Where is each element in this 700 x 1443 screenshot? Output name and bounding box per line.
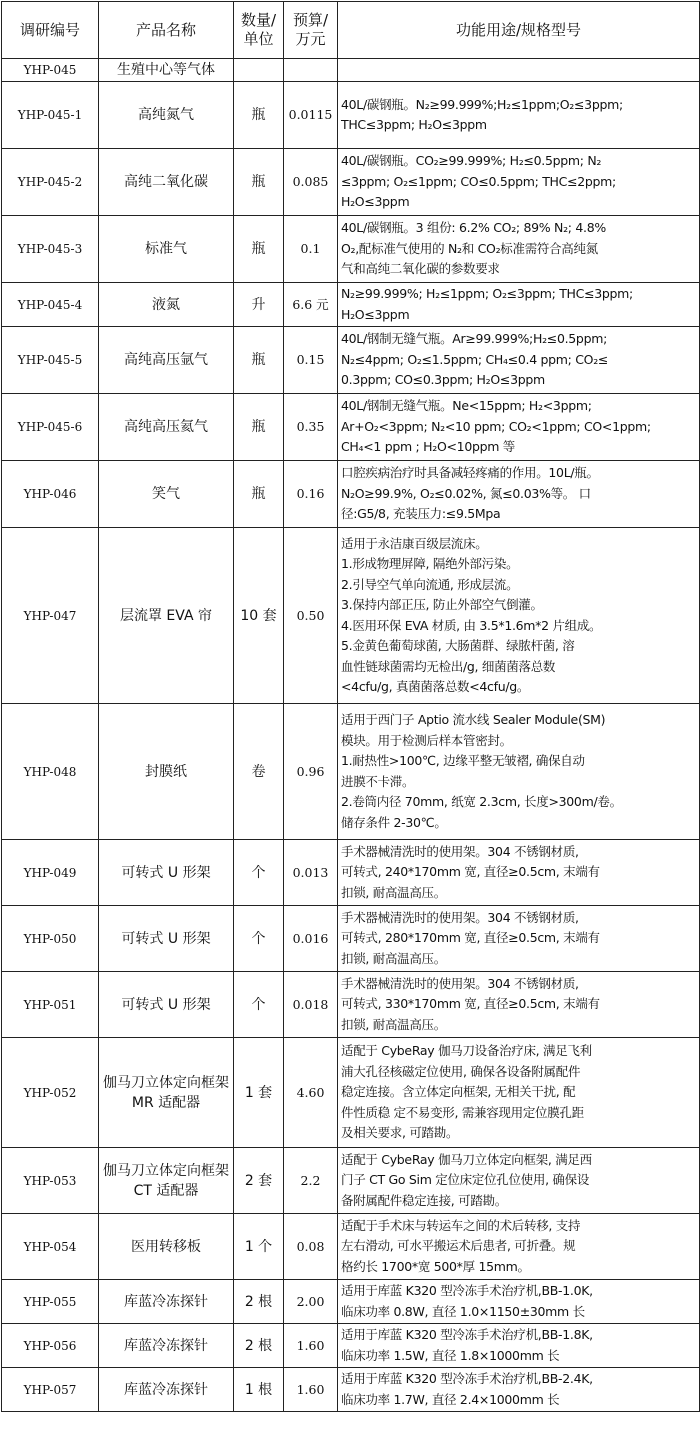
cell-desc: 适配于 CybeRay 伽马刀立体定向框架, 满足西 门子 CT Go Sim 定位床定位孔位使用, 确保设 备附属配件稳定连接, 可踏勘。 <box>338 1148 700 1214</box>
cell-desc: 40L/碳钢瓶。N₂≥99.999%;H₂≤1ppm;O₂≤3ppm; THC≤3ppm; H₂O≤3ppm <box>338 82 700 149</box>
cell-id: YHP-045 <box>2 59 99 82</box>
table-row <box>2 1324 700 1368</box>
table-row <box>2 283 700 327</box>
cell-name: 高纯二氧化碳 <box>99 149 234 216</box>
cell-unit: 2 套 <box>234 1148 284 1214</box>
cell-name: 伽马刀立体定向框架 MR 适配器 <box>99 1038 234 1148</box>
cell-unit: 个 <box>234 906 284 972</box>
cell-id: YHP-045-1 <box>2 82 99 149</box>
table-row <box>2 840 700 906</box>
cell-desc: 适用于库蓝 K320 型冷冻手术治疗机,BB-1.8K, 临床功率 1.5W, 直径 1.8×1000mm 长 <box>338 1324 700 1368</box>
cell-desc: N₂≥99.999%; H₂≤1ppm; O₂≤3ppm; THC≤3ppm; H₂O≤3ppm <box>338 283 700 327</box>
cell-unit: 瓶 <box>234 216 284 283</box>
cell-name: 封膜纸 <box>99 704 234 840</box>
cell-name: 库蓝冷冻探针 <box>99 1324 234 1368</box>
cell-unit: 2 根 <box>234 1324 284 1368</box>
cell-desc: 手术器械清洗时的使用架。304 不锈钢材质, 可转式, 330*170mm 宽, 直径≥0.5cm, 末端有 扣锁, 耐高温高压。 <box>338 972 700 1038</box>
cell-budget: 2.2 <box>284 1148 338 1214</box>
cell-name: 标准气 <box>99 216 234 283</box>
table-row <box>2 82 700 149</box>
cell-budget: 0.085 <box>284 149 338 216</box>
cell-desc: 手术器械清洗时的使用架。304 不锈钢材质, 可转式, 280*170mm 宽, 直径≥0.5cm, 末端有 扣锁, 耐高温高压。 <box>338 906 700 972</box>
cell-name: 高纯高压氩气 <box>99 327 234 394</box>
cell-desc: 适配于 CybeRay 伽马刀设备治疗床, 满足飞利 浦大孔径核磁定位使用, 确保各设备附属配件 稳定连接。含立体定向框架, 无相关干扰, 配 件性质稳 定不易变形, 需兼容现用定位膜孔距 及相关要求, 可踏勘。 <box>338 1038 700 1148</box>
cell-id: YHP-045-3 <box>2 216 99 283</box>
header-name: 产品名称 <box>99 2 234 59</box>
table-row <box>2 1280 700 1324</box>
cell-budget: 4.60 <box>284 1038 338 1148</box>
cell-id: YHP-052 <box>2 1038 99 1148</box>
cell-unit: 1 根 <box>234 1368 284 1412</box>
cell-id: YHP-045-6 <box>2 394 99 461</box>
cell-unit: 2 根 <box>234 1280 284 1324</box>
cell-unit: 瓶 <box>234 394 284 461</box>
cell-id: YHP-045-2 <box>2 149 99 216</box>
cell-budget <box>284 59 338 82</box>
cell-budget: 0.16 <box>284 461 338 528</box>
cell-desc: 适用于库蓝 K320 型冷冻手术治疗机,BB-2.4K, 临床功率 1.7W, 直径 2.4×1000mm 长 <box>338 1368 700 1412</box>
cell-unit: 卷 <box>234 704 284 840</box>
cell-id: YHP-048 <box>2 704 99 840</box>
cell-budget: 0.018 <box>284 972 338 1038</box>
cell-desc: 适用于库蓝 K320 型冷冻手术治疗机,BB-1.0K, 临床功率 0.8W, 直径 1.0×1150±30mm 长 <box>338 1280 700 1324</box>
cell-budget: 0.0115 <box>284 82 338 149</box>
cell-desc: 适用于西门子 Aptio 流水线 Sealer Module(SM) 模块。用于检测后样本管密封。 1.耐热性>100℃, 边缘平整无皱褶, 确保自动 进膜不卡滞。 2.卷筒内径 70mm, 纸宽 2.3cm, 长度>300m/卷。 储存条件 2-30℃。 <box>338 704 700 840</box>
cell-unit: 个 <box>234 972 284 1038</box>
cell-unit: 10 套 <box>234 528 284 704</box>
table-row <box>2 972 700 1038</box>
cell-desc: 40L/碳钢瓶。CO₂≥99.999%; H₂≤0.5ppm; N₂ ≤3ppm; O₂≤1ppm; CO≤0.5ppm; THC≤2ppm; H₂O≤3ppm <box>338 149 700 216</box>
cell-name: 笑气 <box>99 461 234 528</box>
header-row <box>2 2 700 59</box>
cell-name: 伽马刀立体定向框架 CT 适配器 <box>99 1148 234 1214</box>
cell-unit: 瓶 <box>234 327 284 394</box>
cell-id: YHP-055 <box>2 1280 99 1324</box>
cell-id: YHP-047 <box>2 528 99 704</box>
cell-id: YHP-051 <box>2 972 99 1038</box>
table-row <box>2 1214 700 1280</box>
cell-id: YHP-045-5 <box>2 327 99 394</box>
cell-name: 可转式 U 形架 <box>99 840 234 906</box>
cell-id: YHP-054 <box>2 1214 99 1280</box>
table-row <box>2 59 700 82</box>
cell-desc <box>338 59 700 82</box>
table-row <box>2 216 700 283</box>
cell-desc: 口腔疾病治疗时具备减轻疼痛的作用。10L/瓶。 N₂O≥99.9%, O₂≤0.02%, 氮≤0.03%等。 口 径:G5/8, 充装压力:≤9.5Mpa <box>338 461 700 528</box>
header-id: 调研编号 <box>2 2 99 59</box>
table-row <box>2 528 700 704</box>
cell-name: 层流罩 EVA 帘 <box>99 528 234 704</box>
cell-budget: 6.6 元 <box>284 283 338 327</box>
cell-budget: 0.08 <box>284 1214 338 1280</box>
cell-budget: 0.013 <box>284 840 338 906</box>
cell-id: YHP-050 <box>2 906 99 972</box>
cell-unit: 升 <box>234 283 284 327</box>
cell-budget: 0.50 <box>284 528 338 704</box>
table-row <box>2 704 700 840</box>
cell-id: YHP-053 <box>2 1148 99 1214</box>
cell-unit: 瓶 <box>234 82 284 149</box>
cell-budget: 0.96 <box>284 704 338 840</box>
table-row <box>2 149 700 216</box>
header-qty: 数量/ 单位 <box>234 2 284 59</box>
table-row <box>2 394 700 461</box>
table-row <box>2 906 700 972</box>
cell-budget: 0.35 <box>284 394 338 461</box>
cell-name: 液氮 <box>99 283 234 327</box>
cell-budget: 0.1 <box>284 216 338 283</box>
cell-desc: 40L/钢制无缝气瓶。Ar≥99.999%;H₂≤0.5ppm; N₂≤4ppm; O₂≤1.5ppm; CH₄≤0.4 ppm; CO₂≤ 0.3ppm; CO≤0.3ppm; H₂O≤3ppm <box>338 327 700 394</box>
cell-desc: 适用于永洁康百级层流床。 1.形成物理屏障, 隔绝外部污染。 2.引导空气单向流通, 形成层流。 3.保持内部正压, 防止外部空气倒灌。 4.医用环保 EVA 材质, 由 3.5*1.6m*2 片组成。 5.金黄色葡萄球菌, 大肠菌群、绿脓杆菌, 溶 血性链球菌需均无检出/g, 细菌菌落总数 <4cfu/g, 真菌菌落总数<4cfu/g。 <box>338 528 700 704</box>
cell-budget: 1.60 <box>284 1324 338 1368</box>
cell-id: YHP-049 <box>2 840 99 906</box>
cell-id: YHP-046 <box>2 461 99 528</box>
cell-name: 可转式 U 形架 <box>99 906 234 972</box>
cell-name: 高纯高压氦气 <box>99 394 234 461</box>
cell-name: 医用转移板 <box>99 1214 234 1280</box>
table-row <box>2 327 700 394</box>
table-row <box>2 461 700 528</box>
cell-unit: 1 个 <box>234 1214 284 1280</box>
cell-unit <box>234 59 284 82</box>
table-row <box>2 1038 700 1148</box>
table-row <box>2 1368 700 1412</box>
cell-unit: 1 套 <box>234 1038 284 1148</box>
cell-id: YHP-056 <box>2 1324 99 1368</box>
cell-budget: 1.60 <box>284 1368 338 1412</box>
cell-id: YHP-045-4 <box>2 283 99 327</box>
cell-name: 高纯氮气 <box>99 82 234 149</box>
cell-unit: 个 <box>234 840 284 906</box>
cell-desc: 40L/碳钢瓶。3 组份: 6.2% CO₂; 89% N₂; 4.8% O₂,配标准气使用的 N₂和 CO₂标准需符合高纯氮 气和高纯二氧化碳的参数要求 <box>338 216 700 283</box>
cell-id: YHP-057 <box>2 1368 99 1412</box>
procurement-table <box>1 1 700 1412</box>
cell-budget: 0.15 <box>284 327 338 394</box>
table-body <box>2 59 700 1412</box>
cell-desc: 手术器械清洗时的使用架。304 不锈钢材质, 可转式, 240*170mm 宽, 直径≥0.5cm, 末端有 扣锁, 耐高温高压。 <box>338 840 700 906</box>
cell-desc: 适配于手术床与转运车之间的术后转移, 支持 左右滑动, 可水平搬运术后患者, 可折叠。规 格约长 1700*宽 500*厚 15mm。 <box>338 1214 700 1280</box>
header-desc: 功能用途/规格型号 <box>338 2 700 59</box>
cell-unit: 瓶 <box>234 461 284 528</box>
cell-name: 库蓝冷冻探针 <box>99 1280 234 1324</box>
cell-budget: 2.00 <box>284 1280 338 1324</box>
table-row <box>2 1148 700 1214</box>
header-budget: 预算/ 万元 <box>284 2 338 59</box>
cell-budget: 0.016 <box>284 906 338 972</box>
cell-name: 生殖中心等气体 <box>99 59 234 82</box>
cell-name: 可转式 U 形架 <box>99 972 234 1038</box>
cell-name: 库蓝冷冻探针 <box>99 1368 234 1412</box>
cell-unit: 瓶 <box>234 149 284 216</box>
cell-desc: 40L/钢制无缝气瓶。Ne<15ppm; H₂<3ppm; Ar+O₂<3ppm; N₂<10 ppm; CO₂<1ppm; CO<1ppm; CH₄<1 ppm ; H₂O<10ppm 等 <box>338 394 700 461</box>
